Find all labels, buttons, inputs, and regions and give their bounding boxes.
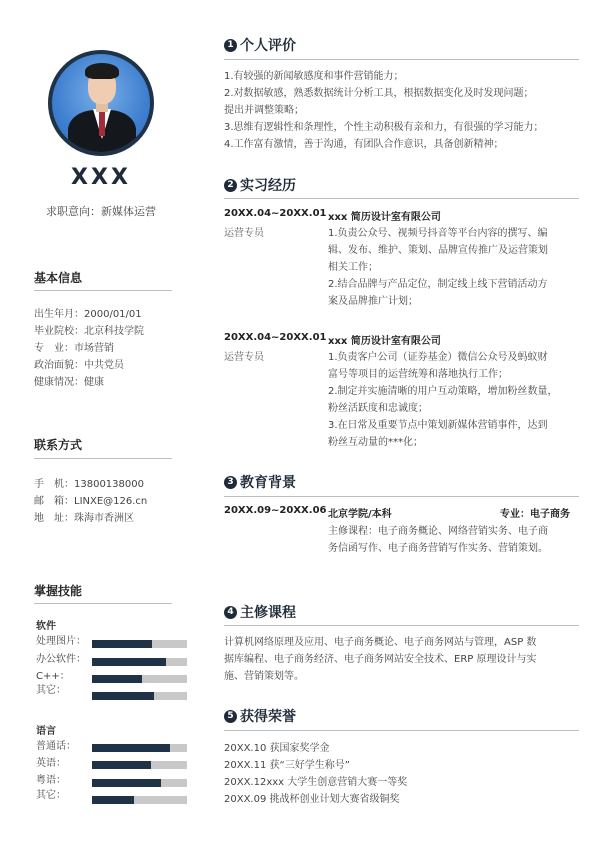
edu-date: 20XX.09~20XX.06	[224, 505, 327, 516]
section-title: 获得荣誉	[240, 709, 296, 725]
job-line: 粉丝互动量的***化；	[328, 437, 423, 448]
software-label: 软件	[36, 621, 56, 632]
internship-heading	[224, 175, 296, 195]
skill-bar	[92, 658, 187, 666]
section-title: 个人评价	[240, 38, 296, 54]
course-line: 计算机网络原理及应用、电子商务概论、电子商务网站与管理，ASP 数	[224, 637, 537, 648]
job-line: 富号等项目的运营统筹和落地执行工作；	[328, 369, 508, 380]
email-row: 邮 箱：LINXE@126.cn	[34, 496, 148, 507]
course-line: 据库编程、电子商务经济、电子商务网站安全技术、ERP 原理设计与实	[224, 654, 537, 665]
skill-name: 处理图片：	[36, 636, 86, 647]
course-line: 施、营销策划等。	[224, 671, 304, 682]
address-row: 地 址：珠海市香洲区	[34, 513, 134, 524]
section-divider	[224, 198, 579, 199]
language-bar	[92, 744, 187, 752]
edu-school: 北京学院/本科	[328, 509, 392, 520]
language-label: 语言	[36, 726, 56, 737]
candidate-name: XXX	[71, 165, 131, 190]
section-number-icon: 4	[224, 606, 237, 619]
job-line: 辑、发布、维护、策划、品牌宣传推广及运营策划	[328, 245, 548, 256]
skill-bar	[92, 675, 187, 683]
language-bar	[92, 779, 187, 787]
eval-line: 4.工作富有激情，善于沟通，有团队合作意识，具备创新精神；	[224, 139, 504, 150]
honor-line: 20XX.10 获国家奖学金	[224, 743, 330, 754]
language-bar	[92, 761, 187, 769]
honors-heading	[224, 706, 296, 726]
profile-photo	[52, 54, 150, 152]
evaluation-heading	[224, 35, 296, 55]
skill-name: 其它：	[36, 685, 66, 696]
skill-bar	[92, 640, 187, 648]
skills-title: 掌握技能	[34, 584, 83, 598]
job-objective: 求职意向：新媒体运营	[46, 205, 156, 218]
section-divider	[224, 730, 579, 731]
section-title: 主修课程	[240, 605, 296, 621]
language-bar	[92, 796, 187, 804]
birth-row: 出生年月：2000/01/01	[34, 309, 142, 320]
section-number-icon: 5	[224, 710, 237, 723]
job-line: 3.在日常及重要节点中策划新媒体营销事件，达到	[328, 420, 548, 431]
edu-line: 务信函写作、电子商务营销写作实务、营销策划。	[328, 543, 548, 554]
basic-info-title: 基本信息	[34, 271, 83, 285]
skill-name: C++：	[36, 671, 70, 682]
courses-heading	[224, 602, 296, 622]
language-name: 英语：	[36, 758, 66, 769]
job-role: 运营专员	[224, 228, 264, 239]
contact-title: 联系方式	[34, 438, 83, 452]
section-number-icon: 2	[224, 179, 237, 192]
job-line: 相关工作；	[328, 262, 378, 273]
job-line: 案及品牌推广计划；	[328, 296, 418, 307]
job-line: 2.制定并实施清晰的用户互动策略，增加粉丝数量，	[328, 386, 558, 397]
honor-line: 20XX.11 获“三好学生称号”	[224, 760, 350, 771]
language-name: 粤语：	[36, 775, 66, 786]
job-role: 运营专员	[224, 352, 264, 363]
edu-major: 专业：电子商务	[500, 509, 570, 520]
section-divider	[224, 625, 579, 626]
basic-info-divider	[34, 290, 172, 291]
section-number-icon: 3	[224, 476, 237, 489]
education-heading	[224, 472, 296, 492]
language-name: 其它：	[36, 790, 66, 801]
skill-bar	[92, 692, 187, 700]
school-row: 毕业院校：北京科技学院	[34, 326, 144, 337]
skills-divider	[34, 603, 172, 604]
honor-line: 20XX.12xxx 大学生创意营销大赛一等奖	[224, 777, 408, 788]
eval-line: 提出并调整策略；	[224, 105, 304, 116]
section-number-icon: 1	[224, 39, 237, 52]
section-divider	[224, 59, 579, 60]
skill-name: 办公软件：	[36, 654, 86, 665]
job-line: 2.结合品牌与产品定位，制定线上线下营销活动方	[328, 279, 548, 290]
section-title: 教育背景	[240, 475, 296, 491]
language-name: 普通话：	[36, 741, 76, 752]
avatar	[48, 50, 154, 156]
eval-line: 3.思维有逻辑性和条理性，个性主动积极有亲和力，有很强的学习能力；	[224, 122, 544, 133]
job-line: 1.负责客户公司（证券基金）微信公众号及蚂蚁财	[328, 352, 548, 363]
eval-line: 1.有较强的新闻敏感度和事件营销能力；	[224, 71, 404, 82]
phone-row: 手 机：13800138000	[34, 479, 144, 490]
job-company: xxx 简历设计室有限公司	[328, 212, 441, 223]
section-title: 实习经历	[240, 178, 296, 194]
health-row: 健康情况：健康	[34, 377, 104, 388]
edu-line: 主修课程：电子商务概论、网络营销实务、电子商	[328, 526, 548, 537]
job-company: xxx 简历设计室有限公司	[328, 336, 441, 347]
major-row: 专 业：市场营销	[34, 343, 114, 354]
job-line: 1.负责公众号、视频号抖音等平台内容的撰写、编	[328, 228, 548, 239]
honor-line: 20XX.09 挑战杯创业计划大赛省级铜奖	[224, 794, 400, 805]
eval-line: 2.对数据敏感，熟悉数据统计分析工具，根据数据变化及时发现问题；	[224, 88, 534, 99]
contact-divider	[34, 458, 172, 459]
job-date: 20XX.04~20XX.01	[224, 208, 327, 219]
job-line: 粉丝活跃度和忠诚度；	[328, 403, 428, 414]
job-date: 20XX.04~20XX.01	[224, 332, 327, 343]
political-row: 政治面貌：中共党员	[34, 360, 124, 371]
section-divider	[224, 496, 579, 497]
